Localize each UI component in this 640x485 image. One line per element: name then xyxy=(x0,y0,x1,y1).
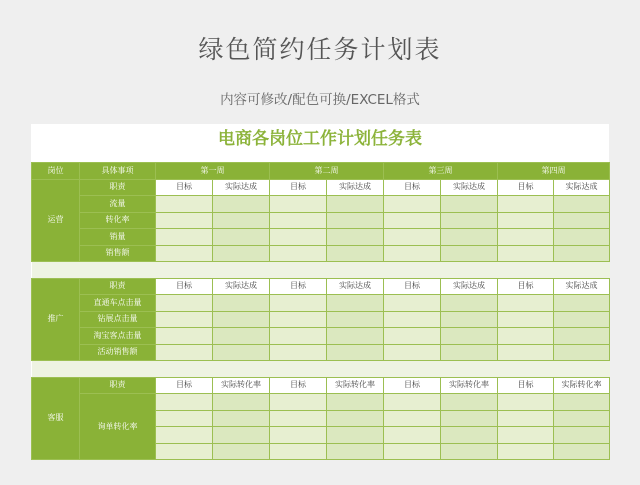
item-label: 活动销售额 xyxy=(80,344,156,361)
data-cell[interactable] xyxy=(554,328,610,345)
col-target: 目标 xyxy=(498,278,554,295)
item-label: 直通车点击量 xyxy=(80,295,156,312)
data-cell[interactable] xyxy=(213,245,270,262)
data-cell[interactable] xyxy=(498,427,554,444)
data-cell[interactable] xyxy=(441,394,498,411)
data-cell[interactable] xyxy=(554,311,610,328)
data-cell[interactable] xyxy=(441,311,498,328)
data-cell[interactable] xyxy=(213,328,270,345)
data-cell[interactable] xyxy=(327,229,384,246)
data-cell[interactable] xyxy=(213,443,270,460)
sheet-title: 电商各岗位工作计划任务表 xyxy=(218,129,422,149)
data-cell[interactable] xyxy=(270,245,327,262)
col-actual: 实际达成 xyxy=(213,179,270,196)
data-cell[interactable] xyxy=(498,245,554,262)
data-cell[interactable] xyxy=(156,328,213,345)
data-cell[interactable] xyxy=(498,328,554,345)
item-label: 询单转化率 xyxy=(80,394,156,460)
table-row xyxy=(32,278,610,295)
data-cell[interactable] xyxy=(441,427,498,444)
page-subtitle: 内容可修改/配色可换/EXCEL格式 xyxy=(220,92,420,108)
data-cell[interactable] xyxy=(554,229,610,246)
col-target: 目标 xyxy=(498,179,554,196)
header-week-4: 第四周 xyxy=(498,163,610,180)
data-cell[interactable] xyxy=(213,229,270,246)
data-cell[interactable] xyxy=(327,245,384,262)
data-cell[interactable] xyxy=(498,443,554,460)
data-cell[interactable] xyxy=(384,229,441,246)
table-row xyxy=(32,196,610,213)
data-cell[interactable] xyxy=(213,344,270,361)
data-cell[interactable] xyxy=(384,311,441,328)
col-actual: 实际达成 xyxy=(327,179,384,196)
data-cell[interactable] xyxy=(327,410,384,427)
data-cell[interactable] xyxy=(270,443,327,460)
data-cell[interactable] xyxy=(270,328,327,345)
data-cell[interactable] xyxy=(384,344,441,361)
table-row xyxy=(32,295,610,312)
col-target: 目标 xyxy=(384,179,441,196)
data-cell[interactable] xyxy=(213,427,270,444)
section-label-promotion: 推广 xyxy=(32,278,80,361)
data-cell[interactable] xyxy=(327,344,384,361)
table-row xyxy=(32,311,610,328)
col-target: 目标 xyxy=(156,179,213,196)
item-label: 转化率 xyxy=(80,212,156,229)
header-row xyxy=(32,163,610,180)
item-label: 销售额 xyxy=(80,245,156,262)
data-cell[interactable] xyxy=(554,410,610,427)
data-cell[interactable] xyxy=(384,427,441,444)
data-cell[interactable] xyxy=(554,295,610,312)
table-row xyxy=(32,179,610,196)
gap-cell xyxy=(32,262,610,279)
data-cell[interactable] xyxy=(498,212,554,229)
data-cell[interactable] xyxy=(156,196,213,213)
data-cell[interactable] xyxy=(384,245,441,262)
data-cell[interactable] xyxy=(327,295,384,312)
data-cell[interactable] xyxy=(384,295,441,312)
task-plan-sheet xyxy=(31,124,609,454)
data-cell[interactable] xyxy=(270,311,327,328)
table-row xyxy=(32,394,610,411)
data-cell[interactable] xyxy=(498,295,554,312)
item-label: 钻展点击量 xyxy=(80,311,156,328)
data-cell[interactable] xyxy=(554,427,610,444)
col-target: 目标 xyxy=(498,377,554,394)
data-cell[interactable] xyxy=(384,196,441,213)
col-actual: 实际转化率 xyxy=(213,377,270,394)
section-gap xyxy=(32,262,610,279)
data-cell[interactable] xyxy=(156,443,213,460)
col-actual: 实际达成 xyxy=(213,278,270,295)
data-cell[interactable] xyxy=(327,394,384,411)
data-cell[interactable] xyxy=(384,443,441,460)
data-cell[interactable] xyxy=(498,344,554,361)
page-title: 绿色简约任务计划表 xyxy=(198,35,442,64)
data-cell[interactable] xyxy=(384,212,441,229)
header-week-1: 第一周 xyxy=(156,163,270,180)
col-actual: 实际达成 xyxy=(327,278,384,295)
task-plan-table xyxy=(31,162,610,460)
header-position: 岗位 xyxy=(32,163,80,180)
data-cell[interactable] xyxy=(327,196,384,213)
data-cell[interactable] xyxy=(498,311,554,328)
data-cell[interactable] xyxy=(156,344,213,361)
data-cell[interactable] xyxy=(327,443,384,460)
col-target: 目标 xyxy=(270,377,327,394)
data-cell[interactable] xyxy=(213,410,270,427)
data-cell[interactable] xyxy=(270,295,327,312)
col-actual: 实际达成 xyxy=(554,179,610,196)
header-item: 具体事项 xyxy=(80,163,156,180)
section-gap xyxy=(32,361,610,378)
header-week-3: 第三周 xyxy=(384,163,498,180)
data-cell[interactable] xyxy=(270,229,327,246)
data-cell[interactable] xyxy=(270,196,327,213)
data-cell[interactable] xyxy=(270,344,327,361)
col-actual: 实际达成 xyxy=(554,278,610,295)
col-actual: 实际转化率 xyxy=(327,377,384,394)
data-cell[interactable] xyxy=(327,427,384,444)
table-row xyxy=(32,328,610,345)
data-cell[interactable] xyxy=(327,212,384,229)
data-cell[interactable] xyxy=(441,410,498,427)
col-actual: 实际转化率 xyxy=(441,377,498,394)
data-cell[interactable] xyxy=(441,229,498,246)
data-cell[interactable] xyxy=(156,410,213,427)
data-cell[interactable] xyxy=(327,311,384,328)
data-cell[interactable] xyxy=(213,196,270,213)
table-row xyxy=(32,212,610,229)
data-cell[interactable] xyxy=(441,344,498,361)
data-cell[interactable] xyxy=(441,328,498,345)
item-label: 淘宝客点击量 xyxy=(80,328,156,345)
data-cell[interactable] xyxy=(156,295,213,312)
data-cell[interactable] xyxy=(384,394,441,411)
col-target: 目标 xyxy=(384,278,441,295)
data-cell[interactable] xyxy=(498,229,554,246)
data-cell[interactable] xyxy=(554,344,610,361)
data-cell[interactable] xyxy=(213,295,270,312)
data-cell[interactable] xyxy=(156,394,213,411)
gap-cell xyxy=(32,361,610,378)
col-target: 目标 xyxy=(270,179,327,196)
data-cell[interactable] xyxy=(554,443,610,460)
data-cell[interactable] xyxy=(441,245,498,262)
data-cell[interactable] xyxy=(213,311,270,328)
data-cell[interactable] xyxy=(441,443,498,460)
data-cell[interactable] xyxy=(498,196,554,213)
duty-label: 职责 xyxy=(80,377,156,394)
duty-label: 职责 xyxy=(80,278,156,295)
data-cell[interactable] xyxy=(156,427,213,444)
duty-label: 职责 xyxy=(80,179,156,196)
data-cell[interactable] xyxy=(213,212,270,229)
col-actual: 实际达成 xyxy=(441,278,498,295)
table-row xyxy=(32,344,610,361)
item-label: 销量 xyxy=(80,229,156,246)
data-cell[interactable] xyxy=(554,245,610,262)
col-actual: 实际转化率 xyxy=(554,377,610,394)
section-label-customer-service: 客服 xyxy=(32,377,80,460)
section-label-operations: 运营 xyxy=(32,179,80,262)
data-cell[interactable] xyxy=(156,229,213,246)
data-cell[interactable] xyxy=(156,212,213,229)
item-label: 流量 xyxy=(80,196,156,213)
data-cell[interactable] xyxy=(441,295,498,312)
col-target: 目标 xyxy=(156,278,213,295)
data-cell[interactable] xyxy=(554,196,610,213)
data-cell[interactable] xyxy=(554,212,610,229)
data-cell[interactable] xyxy=(441,196,498,213)
data-cell[interactable] xyxy=(554,394,610,411)
data-cell[interactable] xyxy=(498,394,554,411)
data-cell[interactable] xyxy=(213,394,270,411)
data-cell[interactable] xyxy=(270,427,327,444)
col-target: 目标 xyxy=(270,278,327,295)
data-cell[interactable] xyxy=(327,328,384,345)
data-cell[interactable] xyxy=(270,394,327,411)
table-row xyxy=(32,229,610,246)
data-cell[interactable] xyxy=(384,328,441,345)
data-cell[interactable] xyxy=(498,410,554,427)
data-cell[interactable] xyxy=(156,245,213,262)
col-target: 目标 xyxy=(384,377,441,394)
data-cell[interactable] xyxy=(384,410,441,427)
data-cell[interactable] xyxy=(441,212,498,229)
col-actual: 实际达成 xyxy=(441,179,498,196)
data-cell[interactable] xyxy=(156,311,213,328)
table-row xyxy=(32,245,610,262)
header-week-2: 第二周 xyxy=(270,163,384,180)
col-target: 目标 xyxy=(156,377,213,394)
data-cell[interactable] xyxy=(270,410,327,427)
table-row xyxy=(32,377,610,394)
data-cell[interactable] xyxy=(270,212,327,229)
